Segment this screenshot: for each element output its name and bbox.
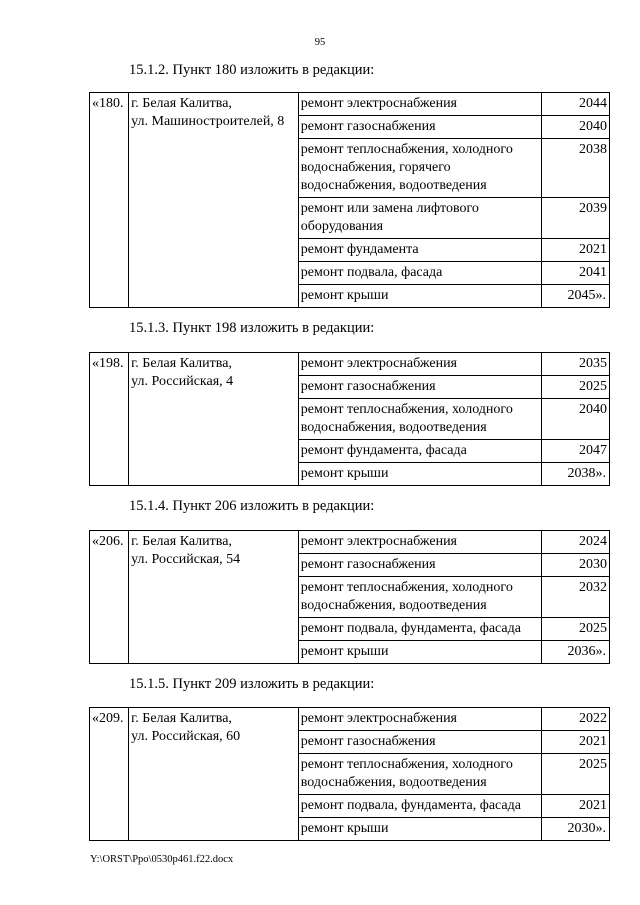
address-cell — [129, 93, 299, 308]
work-cell: ремонт подвала, фундамента, фасада — [298, 795, 541, 818]
work-cell: ремонт или замена лифтового оборудования — [298, 198, 541, 239]
work-cell: ремонт теплоснабжения, холодного водоснабжения, горячего водоснабжения, водоотведения — [298, 139, 541, 198]
year-cell: 2038 — [541, 139, 609, 198]
address-street: ул. Российская, 4 — [131, 374, 234, 389]
work-cell: ремонт электроснабжения — [298, 93, 541, 116]
year-cell: 2021 — [541, 795, 609, 818]
section-title: 15.1.3. Пункт 198 изложить в редакции: — [129, 320, 375, 336]
table-row — [90, 353, 610, 376]
address-cell — [129, 353, 299, 486]
work-cell: ремонт теплоснабжения, холодного водоснабжения, водоотведения — [298, 399, 541, 440]
work-cell: ремонт газоснабжения — [298, 731, 541, 754]
year-cell: 2041 — [541, 262, 609, 285]
year-cell: 2030 — [541, 554, 609, 577]
year-cell: 2024 — [541, 531, 609, 554]
work-cell: ремонт подвала, фасада — [298, 262, 541, 285]
work-cell: ремонт крыши — [298, 641, 541, 664]
work-cell: ремонт теплоснабжения, холодного водоснабжения, водоотведения — [298, 754, 541, 795]
year-cell: 2040 — [541, 116, 609, 139]
work-cell: ремонт фундамента, фасада — [298, 440, 541, 463]
table-row — [90, 708, 610, 731]
work-cell: ремонт газоснабжения — [298, 116, 541, 139]
year-cell: 2040 — [541, 399, 609, 440]
address-city: г. Белая Калитва, — [131, 534, 232, 549]
address-street: ул. Российская, 60 — [131, 729, 241, 744]
item-number: «206. — [90, 531, 129, 664]
work-cell: ремонт газоснабжения — [298, 376, 541, 399]
work-cell: ремонт газоснабжения — [298, 554, 541, 577]
year-cell: 2032 — [541, 577, 609, 618]
work-cell: ремонт крыши — [298, 463, 541, 486]
address-city: г. Белая Калитва, — [131, 96, 232, 111]
schedule-table — [89, 530, 610, 664]
year-cell: 2035 — [541, 353, 609, 376]
address-street: ул. Машиностроителей, 8 — [131, 114, 285, 129]
work-cell: ремонт крыши — [298, 818, 541, 841]
year-cell: 2044 — [541, 93, 609, 116]
year-cell: 2047 — [541, 440, 609, 463]
work-cell: ремонт теплоснабжения, холодного водоснабжения, водоотведения — [298, 577, 541, 618]
year-cell: 2025 — [541, 618, 609, 641]
page-number: 95 — [314, 37, 326, 48]
schedule-table — [89, 92, 610, 308]
section-title: 15.1.5. Пункт 209 изложить в редакции: — [129, 676, 375, 692]
work-cell: ремонт электроснабжения — [298, 531, 541, 554]
address-cell — [129, 531, 299, 664]
year-cell: 2039 — [541, 198, 609, 239]
year-cell: 2038». — [541, 463, 609, 486]
address-city: г. Белая Калитва, — [131, 711, 232, 726]
work-cell: ремонт электроснабжения — [298, 708, 541, 731]
year-cell: 2036». — [541, 641, 609, 664]
file-path-footer: Y:\ORST\Ppo\0530p461.f22.docx — [90, 854, 234, 865]
table-row — [90, 93, 610, 116]
work-cell: ремонт электроснабжения — [298, 353, 541, 376]
address-cell — [129, 708, 299, 841]
year-cell: 2022 — [541, 708, 609, 731]
work-cell: ремонт фундамента — [298, 239, 541, 262]
address-city: г. Белая Калитва, — [131, 356, 232, 371]
schedule-table — [89, 352, 610, 486]
address-street: ул. Российская, 54 — [131, 552, 241, 567]
year-cell: 2021 — [541, 731, 609, 754]
item-number: «180. — [90, 93, 129, 308]
item-number: «209. — [90, 708, 129, 841]
work-cell: ремонт крыши — [298, 285, 541, 308]
section-title: 15.1.4. Пункт 206 изложить в редакции: — [129, 498, 375, 514]
year-cell: 2045». — [541, 285, 609, 308]
year-cell: 2021 — [541, 239, 609, 262]
section-title: 15.1.2. Пункт 180 изложить в редакции: — [129, 62, 375, 78]
year-cell: 2030». — [541, 818, 609, 841]
year-cell: 2025 — [541, 754, 609, 795]
item-number: «198. — [90, 353, 129, 486]
table-row — [90, 531, 610, 554]
work-cell: ремонт подвала, фундамента, фасада — [298, 618, 541, 641]
year-cell: 2025 — [541, 376, 609, 399]
schedule-table — [89, 707, 610, 841]
